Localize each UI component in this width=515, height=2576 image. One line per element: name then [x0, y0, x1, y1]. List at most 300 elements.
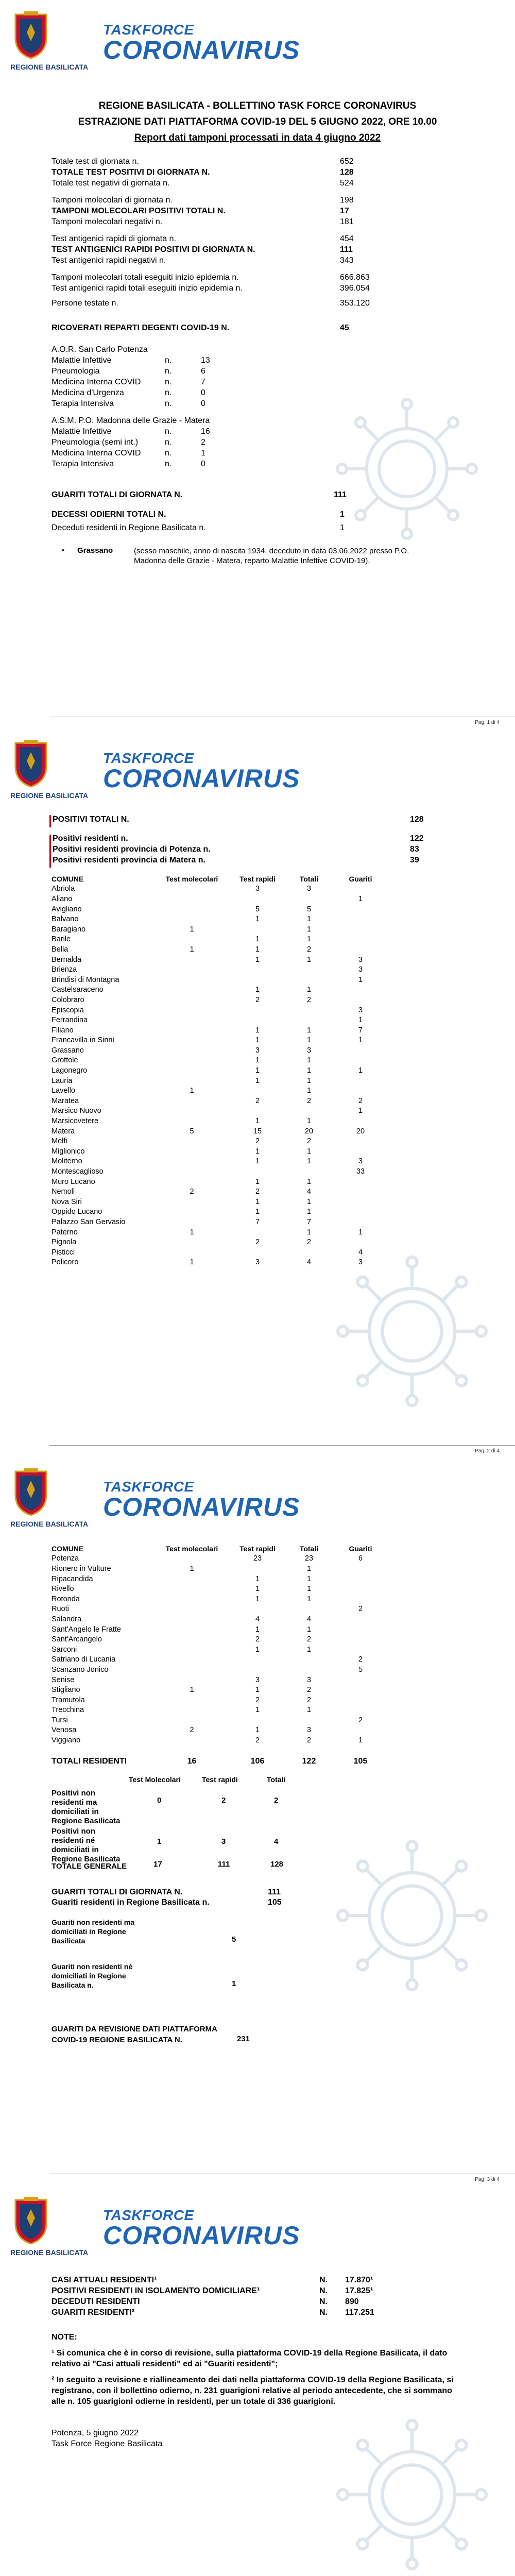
taskforce-logo: TASKFORCE CORONAVIRUS	[103, 1479, 300, 1521]
table-cell: 1	[190, 1686, 194, 1694]
municipality-name: Filiano	[52, 1026, 74, 1035]
municipality-name: Grassano	[52, 1046, 84, 1055]
positives-total-row: POSITIVI TOTALI N. 128	[53, 815, 424, 824]
table-cell: 3	[358, 965, 363, 974]
municipality-name: Avigliano	[52, 905, 82, 913]
table-cell: 1	[255, 935, 260, 944]
table-cell: 1	[255, 915, 260, 924]
municipality-name: Nemoli	[52, 1188, 75, 1196]
table-cell: 2	[358, 1605, 363, 1614]
table-cell: 1	[255, 1208, 260, 1216]
table-cell	[154, 975, 229, 985]
table-row	[52, 1614, 389, 1624]
page-header	[10, 738, 300, 800]
non-residents-block: Test Molecolari Test rapidi Totali Positivi non residenti ma domiciliati in Regione Basilicata 0 2 2 Positivi non residenti né domiciliati in Regione Basilicata 1 3 4 TOTALE GENERALE 17 111 128	[52, 1775, 286, 1871]
table-row	[52, 1106, 389, 1116]
table-cell: 1	[255, 1706, 260, 1715]
table-cell	[229, 894, 286, 904]
municipality-name: Satriano di Lucania	[52, 1655, 116, 1664]
municipality-name: Montescaglioso	[52, 1167, 104, 1176]
table-cell	[154, 955, 229, 965]
table-row	[52, 1056, 389, 1066]
table-cell: 1	[190, 925, 194, 934]
page-header	[10, 1466, 300, 1528]
deaths-total: DECESSI ODIERNI TOTALI N. 1	[52, 510, 345, 519]
extraction-title: ESTRAZIONE DATI PIATTAFORMA COVID-19 DEL 5 GIUGNO 2022, ORE 10.00	[78, 116, 437, 127]
table-cell: 3	[255, 1046, 260, 1055]
table-cell	[286, 1665, 332, 1675]
table-cell	[154, 914, 229, 924]
table-cell	[332, 904, 389, 914]
table-row	[52, 1197, 389, 1207]
table-cell	[332, 1146, 389, 1157]
table-cell: 1	[255, 1645, 260, 1654]
table-cell: 7	[306, 1217, 312, 1226]
table-cell: 2	[255, 1736, 260, 1745]
table-row	[52, 904, 389, 914]
table-cell: 1	[306, 955, 312, 964]
footer-divider	[49, 1445, 515, 1446]
table-cell	[332, 944, 389, 955]
region-name: REGIONE BASILICATA	[10, 2248, 89, 2257]
table-cell: 1	[190, 1228, 194, 1236]
table-cell: 2	[306, 1696, 312, 1704]
table-row	[52, 1227, 389, 1238]
table-cell: 3	[255, 1258, 260, 1267]
municipality-name: Sant'Arcangelo	[52, 1635, 102, 1644]
municipality-name: Nova Siri	[52, 1197, 82, 1206]
table-cell	[332, 1725, 389, 1736]
table-cell	[154, 1604, 229, 1615]
table-cell	[154, 1675, 229, 1685]
table-cell	[332, 1685, 389, 1695]
table-cell: 2	[255, 1238, 260, 1247]
municipality-name: Stigliano	[52, 1686, 80, 1694]
table-row	[52, 1574, 389, 1584]
table-cell: 1	[306, 1625, 312, 1634]
municipality-name: Scanzano Jonico	[52, 1665, 109, 1674]
table-cell: 20	[304, 1127, 314, 1136]
table-row	[52, 1036, 389, 1046]
table-cell	[154, 1005, 229, 1015]
table-cell	[332, 924, 389, 935]
note-1: ¹ Si comunica che è in corso di revisione, sulla piattaforma COVID-19 della Regione Basilicata, il dato relativo ai "Casi attuali residenti" ed ai "Guariti residenti";	[52, 2349, 448, 2368]
table-cell	[332, 1564, 389, 1574]
table-cell	[332, 1116, 389, 1126]
table-cell: 1	[358, 1036, 363, 1045]
municipality-name: Tursi	[52, 1716, 68, 1724]
table-cell: 23	[304, 1554, 314, 1563]
municipality-name: Melfi	[52, 1137, 67, 1146]
table-cell: 2	[306, 1686, 312, 1694]
table-cell: 3	[358, 1006, 363, 1014]
page-number: Pag. 1 di 4	[475, 720, 500, 725]
recovered-summary: GUARITI TOTALI DI GIORNATA N. 111 Guariti residenti in Regione Basilicata n. 105	[52, 1888, 282, 1907]
table-cell	[229, 1715, 286, 1725]
table-row	[52, 1157, 389, 1167]
table-row	[52, 985, 389, 995]
table-cell	[154, 1166, 229, 1177]
table-cell: 1	[255, 1585, 260, 1594]
table-cell	[286, 1715, 332, 1725]
table-row	[52, 935, 389, 945]
bulletin-title: REGIONE BASILICATA - BOLLETTINO TASK FORCE CORONAVIRUS	[98, 100, 417, 111]
recovered-revision: GUARITI DA REVISIONE DATI PIATTAFORMA COVID-19 REGIONE BASILICATA N. 231	[52, 2025, 250, 2044]
table-cell: 5	[306, 905, 312, 913]
table-cell: 1	[306, 935, 312, 944]
table-row	[52, 1045, 389, 1056]
municipality-name: Episcopia	[52, 1006, 84, 1014]
table-cell	[154, 1645, 229, 1655]
table-cell: 2	[255, 1188, 260, 1196]
table-cell: 1	[306, 1197, 312, 1206]
table-cell: 2	[306, 1238, 312, 1247]
table-cell	[332, 1197, 389, 1207]
notes	[52, 2332, 464, 2412]
table-cell	[332, 1624, 389, 1635]
table-cell: 1	[255, 945, 260, 954]
table-cell: 1	[306, 1076, 312, 1085]
table-row	[52, 1705, 389, 1716]
table-cell	[154, 1146, 229, 1157]
municipality-name: Francavilla in Sinni	[52, 1036, 114, 1045]
report-titles	[0, 100, 515, 148]
table-cell: 2	[306, 1096, 312, 1105]
table-row	[52, 1594, 389, 1604]
note-2: ² In seguito a revisione e riallineamento dei dati nella piattaforma COVID-19 della Regione Basilicata, si registrano, con il bollettino odierno, n. 231 guarigioni relative al periodo antecedente, che si sommano alle n. 105 guarigioni odierne in residenti, per un totale di 336 guarigioni.	[52, 2376, 454, 2406]
table-cell: 1	[306, 1228, 312, 1236]
table-cell: 2	[255, 995, 260, 1004]
table-cell	[332, 1076, 389, 1086]
table-cell	[154, 1695, 229, 1705]
non-residents-domiciled-label: Positivi non residenti ma domiciliati in Regione Basilicata	[52, 1789, 121, 1825]
table-cell	[229, 964, 286, 975]
table-row	[52, 1237, 389, 1247]
table-cell: 1	[306, 1087, 312, 1095]
table-cell: 2	[306, 1137, 312, 1146]
table-cell	[154, 884, 229, 894]
table-cell	[332, 1045, 389, 1056]
table-cell	[154, 1106, 229, 1116]
table-row	[52, 944, 389, 955]
table-row	[52, 1685, 389, 1695]
non-residents-not-domiciled-label: Positivi non residenti né domiciliati in Regione Basilicata	[52, 1827, 121, 1863]
table-cell	[154, 1237, 229, 1247]
page-header	[10, 2195, 300, 2257]
table-cell: 7	[358, 1026, 363, 1035]
table-cell	[229, 975, 286, 985]
table-cell: 1	[306, 915, 312, 924]
table-row	[52, 1554, 389, 1564]
municipality-name: Policoro	[52, 1258, 79, 1267]
municipality-name: Sarconi	[52, 1645, 77, 1654]
municipality-name: Viggiano	[52, 1736, 81, 1745]
table-cell	[332, 1136, 389, 1146]
municipality-name: Brienza	[52, 965, 77, 974]
municipality-name: Pignola	[52, 1238, 77, 1247]
table-cell	[154, 904, 229, 914]
municipality-name: Abriola	[52, 885, 75, 893]
table-cell	[332, 1614, 389, 1624]
municipality-name: Barile	[52, 935, 71, 944]
table-cell	[154, 1705, 229, 1716]
municipality-name: Balvano	[52, 915, 79, 924]
municipality-name: Ripacandida	[52, 1574, 93, 1583]
table-row	[52, 1177, 389, 1187]
table-cell: 1	[306, 1595, 312, 1603]
table-cell: 1	[306, 1645, 312, 1654]
table-cell: 1	[306, 1056, 312, 1065]
table-cell: 1	[255, 1177, 260, 1186]
municipality-name: Salandra	[52, 1615, 82, 1623]
table-cell	[229, 1564, 286, 1574]
table-row	[52, 1564, 389, 1574]
table-cell	[332, 995, 389, 1005]
table-row	[52, 1076, 389, 1086]
table-cell: 1	[358, 1016, 363, 1025]
municipality-name: Paterno	[52, 1228, 78, 1236]
table-row	[52, 1665, 389, 1675]
grand-total-label: TOTALE GENERALE	[52, 1862, 127, 1871]
table-row	[52, 1624, 389, 1635]
table-cell	[286, 894, 332, 904]
municipality-table	[52, 1544, 389, 1745]
region-crest-icon	[10, 9, 52, 61]
page-number: Pag. 3 di 4	[475, 2177, 500, 2182]
virus-watermark-icon	[330, 1833, 494, 1998]
page-header	[10, 9, 300, 71]
municipality-name: Bella	[52, 945, 68, 954]
municipality-name: Ferrandina	[52, 1016, 88, 1025]
table-cell	[154, 1045, 229, 1056]
table-cell: 23	[253, 1554, 262, 1563]
table-cell: 1	[358, 1736, 363, 1745]
municipality-name: Pisticci	[52, 1248, 75, 1257]
report-title: Report dati tamponi processati in data 4 giugno 2022	[134, 132, 381, 143]
region-crest-icon	[10, 738, 52, 789]
table-cell	[154, 1025, 229, 1036]
table-cell: 33	[356, 1167, 365, 1176]
table-row	[52, 1655, 389, 1665]
region-name: REGIONE BASILICATA	[10, 63, 89, 71]
table-cell: 2	[190, 1726, 194, 1735]
table-cell	[332, 935, 389, 945]
positives-row: Positivi residenti provincia di Matera n. 39	[53, 856, 419, 865]
table-cell: 5	[358, 1665, 363, 1674]
table-cell: 1	[255, 986, 260, 994]
municipality-name: Bernalda	[52, 955, 82, 964]
table-cell: 2	[306, 1736, 312, 1745]
table-cell: 1	[255, 1574, 260, 1583]
table-cell	[229, 1005, 286, 1015]
table-cell	[229, 1106, 286, 1116]
recovered-non-residents: Guariti non residenti ma domiciliati in Regione Basilicata 5 Guariti non residenti né domiciliati in Regione Basilicata n. 1	[52, 1918, 236, 1989]
table-cell: 3	[306, 885, 312, 893]
table-cell: 2	[255, 1096, 260, 1105]
table-cell: 2	[306, 945, 312, 954]
table-cell: 2	[306, 995, 312, 1004]
table-cell	[154, 1157, 229, 1167]
municipality-name: Rionero in Vulture	[52, 1564, 111, 1573]
table-row	[52, 1146, 389, 1157]
table-cell: 1	[306, 1117, 312, 1126]
table-cell	[154, 1065, 229, 1076]
table-row	[52, 955, 389, 965]
table-row	[52, 964, 389, 975]
table-cell: 1	[358, 975, 363, 984]
table-row	[52, 894, 389, 904]
table-row	[52, 1136, 389, 1146]
table-row	[52, 1675, 389, 1685]
table-cell: 1	[255, 1197, 260, 1206]
deaths-residents: Deceduti residenti in Regione Basilicata n. 1	[52, 523, 345, 532]
table-cell	[154, 894, 229, 904]
table-cell: 4	[358, 1248, 363, 1257]
municipality-name: Sant'Angelo le Fratte	[52, 1625, 121, 1634]
municipality-name: Colobraro	[52, 995, 84, 1004]
table-cell	[154, 1554, 229, 1564]
table-cell	[229, 1086, 286, 1096]
table-cell	[154, 1177, 229, 1187]
table-cell: 3	[255, 1675, 260, 1684]
table-cell	[332, 1675, 389, 1685]
municipality-name: Rivello	[52, 1585, 74, 1594]
table-cell: 1	[255, 1056, 260, 1065]
table-cell	[154, 1584, 229, 1594]
table-row	[52, 975, 389, 985]
table-cell: 1	[190, 945, 194, 954]
table-cell: 20	[356, 1127, 365, 1136]
table-cell	[286, 964, 332, 975]
table-row	[52, 1207, 389, 1217]
municipality-name: Palazzo San Gervasio	[52, 1217, 126, 1226]
table-header: COMUNE Test molecolari Test rapidi Totali Guariti	[52, 1544, 372, 1553]
table-cell: 2	[255, 1635, 260, 1644]
table-cell	[332, 1217, 389, 1227]
municipality-name: Marsico Nuovo	[52, 1107, 101, 1115]
table-cell: 1	[306, 1706, 312, 1715]
table-cell: 4	[306, 1188, 312, 1196]
table-cell: 1	[255, 1117, 260, 1126]
table-cell: 1	[255, 1595, 260, 1603]
notes-title: NOTE:	[52, 2333, 77, 2342]
table-cell: 3	[358, 1157, 363, 1166]
table-cell: 1	[255, 1066, 260, 1075]
table-cell: 4	[306, 1258, 312, 1267]
page-4: REGIONE BASILICATA TASKFORCE CORONAVIRUS CASI ATTUALI RESIDENTI¹ N. 17.870¹ POSITIVI RESIDENTI IN ISOLAMENTO DOMICILIARE¹ N. 17.825¹ DECEDUTI RESIDENTI N. 890 GUARITI RESIDENTI² N. 117.251 NOTE: ¹ Si comunica che è in corso di revisione, sulla piattaforma COVID-19 della Regione Basilicata, il dato relativo ai "Casi attuali residenti" ed ai "Guariti residenti"; ² In seguito a revisione e riallineamento dei dati nella piattaforma COVID-19 della Regione Basilicata, si registrano, con il bollettino odierno, n. 231 guarigioni relative al periodo antecedente, che si sommano alle n. 105 guarigioni odierne in residenti, per un totale di 336 guarigioni. Potenza, 5 giugno 2022 Task Force Regione Basilicata	[0, 2185, 515, 2576]
table-cell	[154, 1015, 229, 1025]
table-cell	[229, 924, 286, 935]
region-crest-icon	[10, 1466, 52, 1518]
table-row	[52, 1604, 389, 1615]
table-cell: 1	[306, 1066, 312, 1075]
table-cell	[154, 1655, 229, 1665]
region-name: REGIONE BASILICATA	[10, 1520, 89, 1528]
municipality-name: Muro Lucano	[52, 1177, 95, 1186]
positives-summary	[49, 815, 441, 867]
table-row	[52, 1584, 389, 1594]
table-row	[52, 995, 389, 1005]
table-cell	[332, 1645, 389, 1655]
table-cell	[154, 1735, 229, 1745]
municipality-name: Trecchina	[52, 1706, 84, 1715]
table-cell	[332, 914, 389, 924]
municipality-name: Lauria	[52, 1076, 73, 1085]
table-cell	[154, 1665, 229, 1675]
table-cell: 1	[255, 955, 260, 964]
virus-watermark-icon	[330, 392, 484, 546]
table-row	[52, 1166, 389, 1177]
table-cell	[332, 1086, 389, 1096]
table-cell: 3	[306, 1675, 312, 1684]
table-cell	[154, 1614, 229, 1624]
table-cell	[229, 1247, 286, 1258]
table-row	[52, 1735, 389, 1745]
table-cell: 1	[306, 986, 312, 994]
taskforce-logo: TASKFORCE CORONAVIRUS	[103, 2207, 300, 2250]
municipality-name: Senise	[52, 1675, 75, 1684]
table-cell: 2	[190, 1188, 194, 1196]
table-cell	[154, 1036, 229, 1046]
table-cell: 3	[306, 1046, 312, 1055]
municipality-name: Maratea	[52, 1096, 79, 1105]
table-cell	[154, 1624, 229, 1635]
municipality-name: Lavello	[52, 1087, 75, 1095]
region-name: REGIONE BASILICATA	[10, 791, 89, 800]
municipality-name: Marsicovetere	[52, 1117, 99, 1126]
table-cell	[154, 935, 229, 945]
table-row	[52, 924, 389, 935]
table-cell	[286, 1604, 332, 1615]
table-row	[52, 914, 389, 924]
table-cell	[229, 1166, 286, 1177]
table-cell: 1	[306, 1026, 312, 1035]
municipality-name: Rotonda	[52, 1595, 80, 1603]
municipality-name: Oppido Lucano	[52, 1208, 102, 1216]
table-cell: 1	[255, 1026, 260, 1035]
table-cell: 1	[190, 1087, 194, 1095]
table-cell	[154, 1056, 229, 1066]
table-cell	[154, 1715, 229, 1725]
table-row	[52, 1634, 389, 1645]
page-3: REGIONE BASILICATA TASKFORCE CORONAVIRUS COMUNE Test molecolari Test rapidi Totali Guariti Potenza 23 23 6 Rionero in Vulture 1 1 Ripacandida 1 1 Rivello 1 1 Rotonda 1 1 Ruoti 2 Salandra 4 4 Sant'Angelo le Fratte 1 1 Sant'Arcangelo 2 2 Sarconi 1 1 Satriano di Lucania 2 Scanzano Jonico 5 Senise 3 3 Stigliano 1 1 2 Tramutola 2 2 Trecchina 1 1 Tursi 2 Venosa 2 1 3 Viggiano 2 2 1 TOTALI RESIDENTI 16 106 122 105 Test Molecolari Test rapidi Totali Positivi non residenti ma domiciliati in Regione Basilicata 0 2 2 Positivi non residenti né domiciliati in Regione Basilicata 1 3 4 TOTALE GENERALE 17 111 128 GUARITI TOTALI DI GIORNATA N. 111 Guariti residenti in Regione Basilicata n. 105 Guariti non residenti ma domiciliati in Regione Basilicata 5 Guariti non residenti né domiciliati in Regione Basilicata n. 1 GUARITI DA REVISIONE DATI PIATTAFORMA COVID-19 REGIONE BASILICATA N. 231 Pag. 3 di 4	[0, 1457, 515, 2185]
table-cell	[154, 1197, 229, 1207]
table-cell: 1	[190, 1258, 194, 1267]
table-cell: 2	[255, 1137, 260, 1146]
municipality-name: Venosa	[52, 1726, 77, 1735]
table-cell	[229, 1015, 286, 1025]
table-cell: 1	[255, 1686, 260, 1694]
table-cell: 1	[255, 1625, 260, 1634]
table-cell: 1	[306, 925, 312, 934]
table-cell: 5	[190, 1127, 194, 1136]
table-cell	[154, 1634, 229, 1645]
sign-name: Task Force Regione Basilicata	[52, 2439, 163, 2448]
table-cell: 1	[190, 1564, 194, 1573]
table-row	[52, 1695, 389, 1705]
municipality-name: Aliano	[52, 894, 73, 903]
municipality-name: Castelsaraceno	[52, 986, 104, 994]
table-cell	[332, 1584, 389, 1594]
table-cell	[229, 1655, 286, 1665]
table-cell	[332, 1574, 389, 1584]
table-cell	[332, 1634, 389, 1645]
table-cell: 1	[255, 1147, 260, 1156]
table-cell: 1	[255, 1157, 260, 1166]
table-cell	[154, 1076, 229, 1086]
table-cell	[286, 1247, 332, 1258]
table-row	[52, 1116, 389, 1126]
